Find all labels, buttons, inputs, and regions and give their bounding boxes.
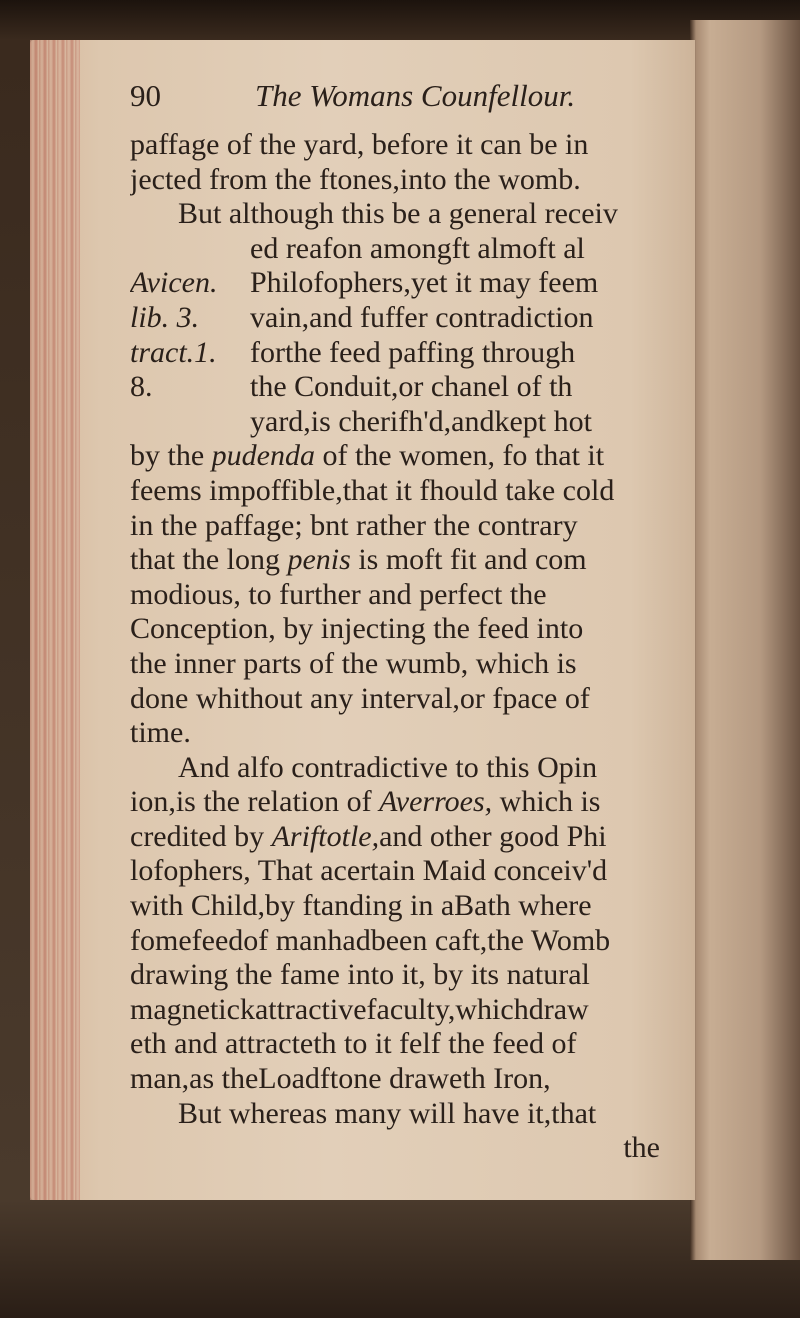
text-line bbox=[130, 993, 700, 1028]
text-line bbox=[130, 1097, 700, 1132]
line-text: jected from the ftones,into the womb. bbox=[130, 162, 581, 196]
text-line bbox=[130, 958, 700, 993]
line-text: ion,is the relation of bbox=[130, 785, 380, 819]
margin-note: Avicen. bbox=[130, 266, 218, 300]
line-text: the Conduit,or chanel of th bbox=[250, 370, 573, 404]
italic-term: pudenda bbox=[211, 439, 315, 473]
running-title: The Womans Counfellour. bbox=[255, 78, 576, 113]
line-text: the inner parts of the wumb, which is bbox=[130, 646, 577, 680]
line-text: fomefeedof manhadbeen caft,the Womb bbox=[130, 923, 611, 957]
line-text: eth and attracteth to it felf the feed of bbox=[130, 1027, 577, 1061]
line-text: feems impoffible,that it fhould take cold bbox=[130, 473, 615, 507]
text-line bbox=[130, 197, 700, 232]
page-number: 90 bbox=[130, 78, 161, 113]
text-line bbox=[130, 924, 700, 959]
page-header bbox=[130, 78, 690, 118]
line-text: the bbox=[623, 1131, 660, 1165]
text-line bbox=[130, 163, 700, 198]
line-text: ed reafon amongft almoft al bbox=[250, 231, 585, 265]
line-text: of the women, fo that it bbox=[314, 439, 605, 473]
page-edges bbox=[30, 40, 80, 1200]
line-text: credited by bbox=[130, 819, 272, 853]
text-line bbox=[130, 785, 700, 820]
text-line bbox=[130, 716, 700, 751]
line-text: which is bbox=[492, 785, 601, 819]
line-text: modious, to further and perfect the bbox=[130, 577, 547, 611]
text-line bbox=[130, 647, 700, 682]
margin-note: 8. bbox=[130, 370, 153, 404]
line-text: vain,and fuffer contradiction bbox=[250, 300, 594, 334]
text-line bbox=[130, 266, 700, 301]
text-line bbox=[130, 543, 700, 578]
line-text: drawing the fame into it, by its natural bbox=[130, 958, 590, 992]
line-text: in the paffage; bnt rather the contrary bbox=[130, 508, 578, 542]
line-text: and other good Phi bbox=[379, 819, 607, 853]
line-text: with Child,by ftanding in aBath where bbox=[130, 889, 592, 923]
line-text: that the long bbox=[130, 543, 288, 577]
line-text: Conception, by injecting the feed into bbox=[130, 612, 584, 646]
text-line bbox=[130, 336, 700, 371]
text-line bbox=[130, 820, 700, 855]
line-text: But although this be a general receiv bbox=[178, 197, 618, 231]
text-line bbox=[130, 889, 700, 924]
text-line bbox=[130, 1062, 700, 1097]
text-line bbox=[130, 474, 700, 509]
text-line bbox=[130, 128, 700, 163]
line-text: paffage of the yard, before it can be in bbox=[130, 128, 589, 161]
text-line bbox=[130, 751, 700, 786]
text-line bbox=[130, 439, 700, 474]
line-text: yard,is cherifh'd,andkept hot bbox=[250, 404, 592, 438]
margin-note: lib. 3. bbox=[130, 300, 200, 334]
text-line bbox=[130, 854, 700, 889]
text-line bbox=[130, 578, 700, 613]
line-text: man,as theLoadftone draweth Iron, bbox=[130, 1062, 551, 1096]
italic-term: Ariftotle, bbox=[271, 819, 380, 853]
text-line bbox=[130, 301, 700, 336]
line-text: magnetickattractivefaculty,whichdraw bbox=[130, 992, 589, 1026]
text-line bbox=[130, 405, 700, 440]
line-text: is moft fit and com bbox=[350, 543, 587, 577]
text-line bbox=[130, 1027, 700, 1062]
line-text: But whereas many will have it,that bbox=[178, 1096, 597, 1130]
facing-page-gutter bbox=[690, 20, 800, 1260]
text-line bbox=[130, 612, 700, 647]
line-text: forthe feed paffing through bbox=[250, 335, 576, 369]
body-text bbox=[130, 128, 700, 1166]
text-line bbox=[130, 1131, 700, 1166]
text-line bbox=[130, 370, 700, 405]
line-text: time. bbox=[130, 716, 191, 750]
text-line bbox=[130, 682, 700, 717]
line-text: Philofophers,yet it may feem bbox=[250, 266, 599, 300]
italic-term: Averroes, bbox=[379, 785, 493, 819]
italic-term: penis bbox=[287, 543, 351, 577]
text-line bbox=[130, 232, 700, 267]
line-text: by the bbox=[130, 439, 212, 473]
line-text: done whithout any interval,or fpace of bbox=[130, 681, 590, 715]
text-line bbox=[130, 509, 700, 544]
line-text: And alfo contradictive to this Opin bbox=[178, 750, 598, 784]
line-text: lofophers, That acertain Maid conceiv'd bbox=[130, 854, 608, 888]
margin-note: tract.1. bbox=[130, 335, 217, 369]
